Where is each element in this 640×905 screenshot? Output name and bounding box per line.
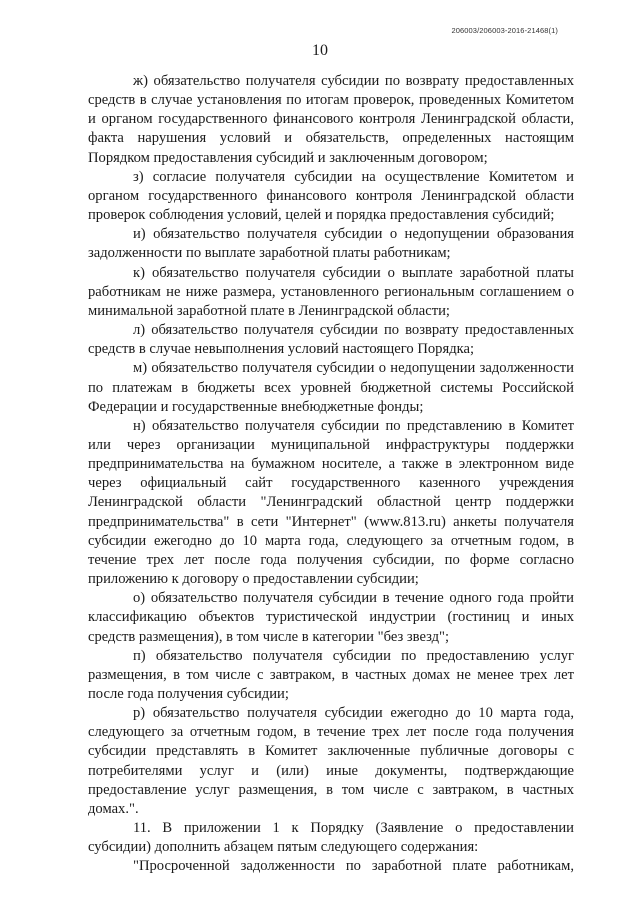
page-number: 10 <box>312 42 328 59</box>
paragraph-r: р) обязательство получателя субсидии ежегодно до 10 марта года, следующего за отчетным годом, в течение трех лет после года получения субсидии представлять в Комитет заключенные публичные договоры с потребителями услуг и (или) иные документы, подтверждающие предоставление услуг размещения, в том числе с завтраком, в частных домах.". <box>88 705 574 817</box>
document-body <box>88 72 574 877</box>
paragraph-zh: ж) обязательство получателя субсидии по возврату предоставленных средств в случае установления по итогам проверок, проведенных Комитетом и органом государственного финансового контроля Ленинградской области, факта нарушения условий и обязательств, определенных настоящим Порядком предоставления субсидий и заключенным договором; <box>88 73 574 166</box>
paragraph-n: н) обязательство получателя субсидии по представлению в Комитет или через организации муниципальной инфраструктуры поддержки предпринимательства на бумажном носителе, а также в электронном виде через официальный сайт государственного казенного учреждения Ленинградской области "Ленинградский областной центр поддержки предпринимательства" в сети "Интернет" (www.813.ru) анкеты получателя субсидии ежегодно до 10 марта года, следующего за отчетным годом, в течение трех лет после года получения субсидии, по форме согласно приложению к договору о предоставлении субсидии; <box>88 417 574 588</box>
paragraph-k: к) обязательство получателя субсидии о выплате заработной платы работникам не ниже размера, установленного региональным соглашением о минимальной заработной плате в Ленинградской области; <box>88 264 574 319</box>
paragraph-item-11: 11. В приложении 1 к Порядку (Заявление о предоставлении субсидии) дополнить абзацем пятым следующего содержания: <box>88 820 574 856</box>
paragraph-o: о) обязательство получателя субсидии в течение одного года пройти классификацию объектов туристической индустрии (гостиниц и иных средств размещения), в том числе в категории "без звезд"; <box>88 590 574 645</box>
paragraph-m: м) обязательство получателя субсидии о недопущении задолженности по платежам в бюджеты всех уровней бюджетной системы Российской Федерации и государственные внебюджетные фонды; <box>88 360 574 415</box>
paragraph-i: и) обязательство получателя субсидии о недопущении образования задолженности по выплате заработной платы работникам; <box>88 226 574 262</box>
paragraph-quote-start: "Просроченной задолженности по заработной плате работникам, <box>133 858 574 875</box>
document-id: 206003/206003-2016-21468(1) <box>451 26 558 35</box>
paragraph-l: л) обязательство получателя субсидии по возврату предоставленных средств в случае невыполнения условий настоящего Порядка; <box>88 322 574 358</box>
paragraph-z: з) согласие получателя субсидии на осуществление Комитетом и органом государственного финансового контроля Ленинградской области проверок соблюдения условий, целей и порядка предоставления субсидий; <box>88 168 574 224</box>
paragraph-p: п) обязательство получателя субсидии по предоставлению услуг размещения, в том числе с завтраком, в частных домах не менее трех лет после года получения субсидии; <box>88 647 574 702</box>
